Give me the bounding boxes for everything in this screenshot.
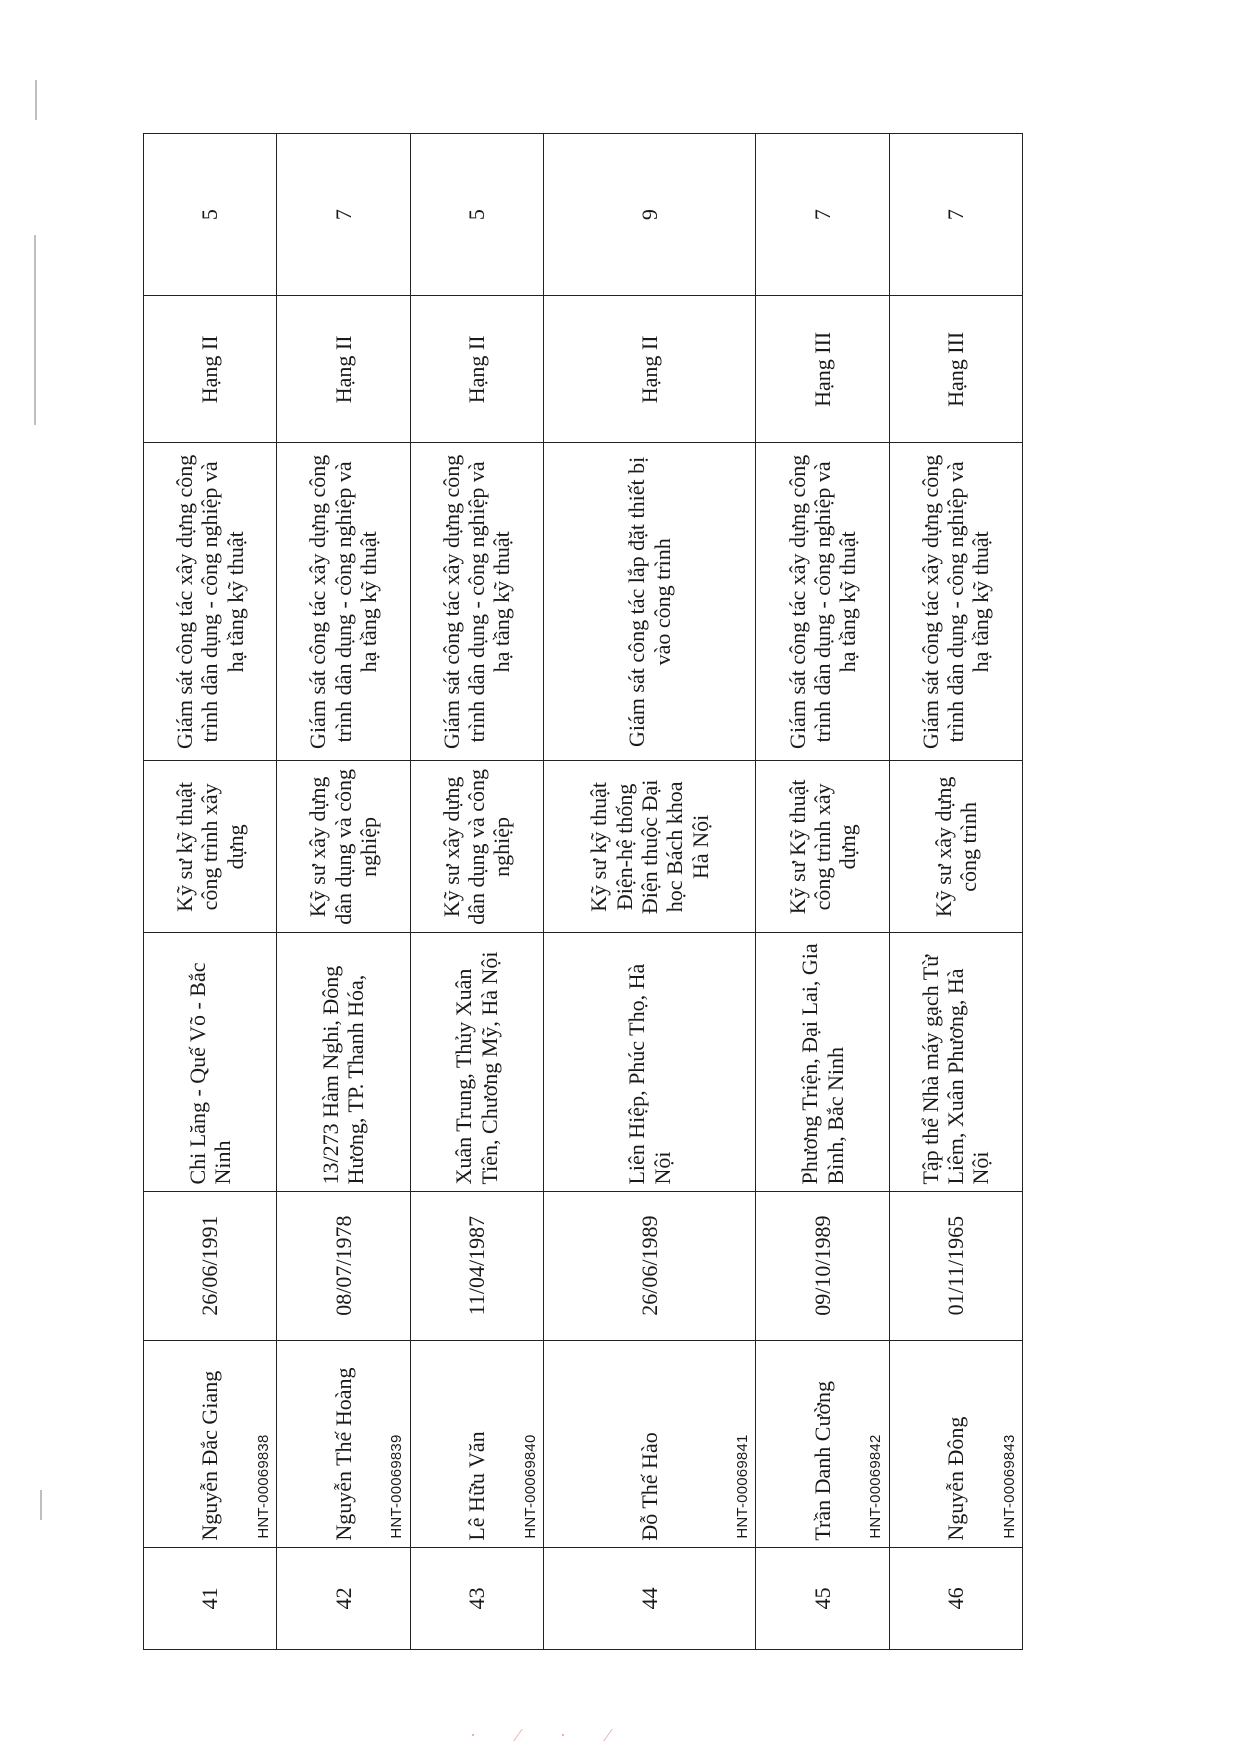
certificate-number: HNT-00069838 xyxy=(255,1434,272,1539)
table-row xyxy=(144,134,277,1650)
dob-cell: 01/11/1965 xyxy=(889,1191,1022,1340)
table-body xyxy=(144,134,1023,1650)
person-name: Nguyễn Thế Hoàng xyxy=(330,1367,356,1541)
dob-cell: 08/07/1978 xyxy=(277,1191,410,1340)
certificate-number: HNT-00069842 xyxy=(867,1434,885,1539)
address-cell: Liên Hiệp, Phúc Thọ, Hà Nội xyxy=(543,933,756,1191)
name-cell xyxy=(889,1340,1022,1547)
scope-cell: Giám sát công tác xây dựng công trình dân dụng - công nghiệp và hạ tầng kỹ thuật xyxy=(144,443,277,761)
name-cell xyxy=(277,1340,410,1547)
table-row xyxy=(410,134,543,1650)
stt-cell: 46 xyxy=(889,1547,1022,1649)
table-row xyxy=(756,134,889,1650)
practitioner-table xyxy=(143,133,1023,1650)
certificate-number: HNT-00069840 xyxy=(521,1434,539,1539)
name-cell xyxy=(543,1340,756,1547)
scan-artifact-top xyxy=(35,80,37,120)
rank-cell: Hạng II xyxy=(410,296,543,443)
degree-cell: Kỹ sư xây dựng dân dụng và công nghiệp xyxy=(410,761,543,933)
experience-cell: 9 xyxy=(543,134,756,296)
experience-cell: 7 xyxy=(277,134,410,296)
name-cell xyxy=(410,1340,543,1547)
certificate-number: HNT-00069841 xyxy=(734,1434,752,1539)
address-cell: 13/273 Hàm Nghi, Đông Hương, TP. Thanh Hóa, xyxy=(277,933,410,1191)
dob-cell: 26/06/1991 xyxy=(144,1191,277,1340)
stt-cell: 41 xyxy=(144,1547,277,1649)
address-cell: Tập thể Nhà máy gạch Từ Liêm, Xuân Phương, Hà Nội xyxy=(889,933,1022,1191)
address-cell: Phương Triện, Đại Lai, Gia Bình, Bắc Ninh xyxy=(756,933,889,1191)
person-name: Nguyễn Đắc Giang xyxy=(197,1370,223,1541)
rank-cell: Hạng III xyxy=(756,296,889,443)
scope-cell: Giám sát công tác lắp đặt thiết bị vào công trình xyxy=(543,443,756,761)
stt-cell: 43 xyxy=(410,1547,543,1649)
degree-cell: Kỹ sư xây dựng dân dụng và công nghiệp xyxy=(277,761,410,933)
scope-cell: Giám sát công tác xây dựng công trình dân dụng - công nghiệp và hạ tầng kỹ thuật xyxy=(277,443,410,761)
rotated-table-frame xyxy=(143,133,1023,1650)
scan-artifact-low xyxy=(40,1490,42,1520)
scan-artifact-mid xyxy=(34,235,36,425)
stt-cell: 44 xyxy=(543,1547,756,1649)
name-cell xyxy=(756,1340,889,1547)
person-name: Nguyễn Đông xyxy=(943,1416,969,1541)
experience-cell: 7 xyxy=(756,134,889,296)
degree-cell: Kỹ sư Kỹ thuật công trình xây dựng xyxy=(756,761,889,933)
rank-cell: Hạng III xyxy=(889,296,1022,443)
rank-cell: Hạng II xyxy=(144,296,277,443)
scope-cell: Giám sát công tác xây dựng công trình dân dụng - công nghiệp và hạ tầng kỹ thuật xyxy=(889,443,1022,761)
red-stamp-trace: · ⁄ · ⁄ xyxy=(470,1725,628,1745)
dob-cell: 09/10/1989 xyxy=(756,1191,889,1340)
address-cell: Xuân Trung, Thủy Xuân Tiên, Chương Mỹ, Hà Nội xyxy=(410,933,543,1191)
table-row xyxy=(277,134,410,1650)
person-name: Lê Hữu Văn xyxy=(463,1431,489,1541)
table-row xyxy=(543,134,756,1650)
scope-cell: Giám sát công tác xây dựng công trình dân dụng - công nghiệp và hạ tầng kỹ thuật xyxy=(756,443,889,761)
experience-cell: 5 xyxy=(410,134,543,296)
dob-cell: 26/06/1989 xyxy=(543,1191,756,1340)
experience-cell: 5 xyxy=(144,134,277,296)
rank-cell: Hạng II xyxy=(277,296,410,443)
degree-cell: Kỹ sư kỹ thuật Điện-hệ thống Điện thuộc Đại học Bách khoa Hà Nội xyxy=(543,761,756,933)
table-row xyxy=(889,134,1022,1650)
stt-cell: 45 xyxy=(756,1547,889,1649)
experience-cell: 7 xyxy=(889,134,1022,296)
certificate-number: HNT-00069843 xyxy=(1000,1434,1018,1539)
address-cell: Chi Lăng - Quế Võ - Bắc Ninh xyxy=(144,933,277,1191)
degree-cell: Kỹ sư xây dựng công trình xyxy=(889,761,1022,933)
person-name: Đỗ Thế Hào xyxy=(636,1432,662,1541)
stt-cell: 42 xyxy=(277,1547,410,1649)
certificate-number: HNT-00069839 xyxy=(388,1434,406,1539)
dob-cell: 11/04/1987 xyxy=(410,1191,543,1340)
degree-cell: Kỹ sư kỹ thuật công trình xây dựng xyxy=(144,761,277,933)
name-cell xyxy=(144,1340,277,1547)
rank-cell: Hạng II xyxy=(543,296,756,443)
scope-cell: Giám sát công tác xây dựng công trình dân dụng - công nghiệp và hạ tầng kỹ thuật xyxy=(410,443,543,761)
person-name: Trần Danh Cường xyxy=(809,1381,835,1541)
